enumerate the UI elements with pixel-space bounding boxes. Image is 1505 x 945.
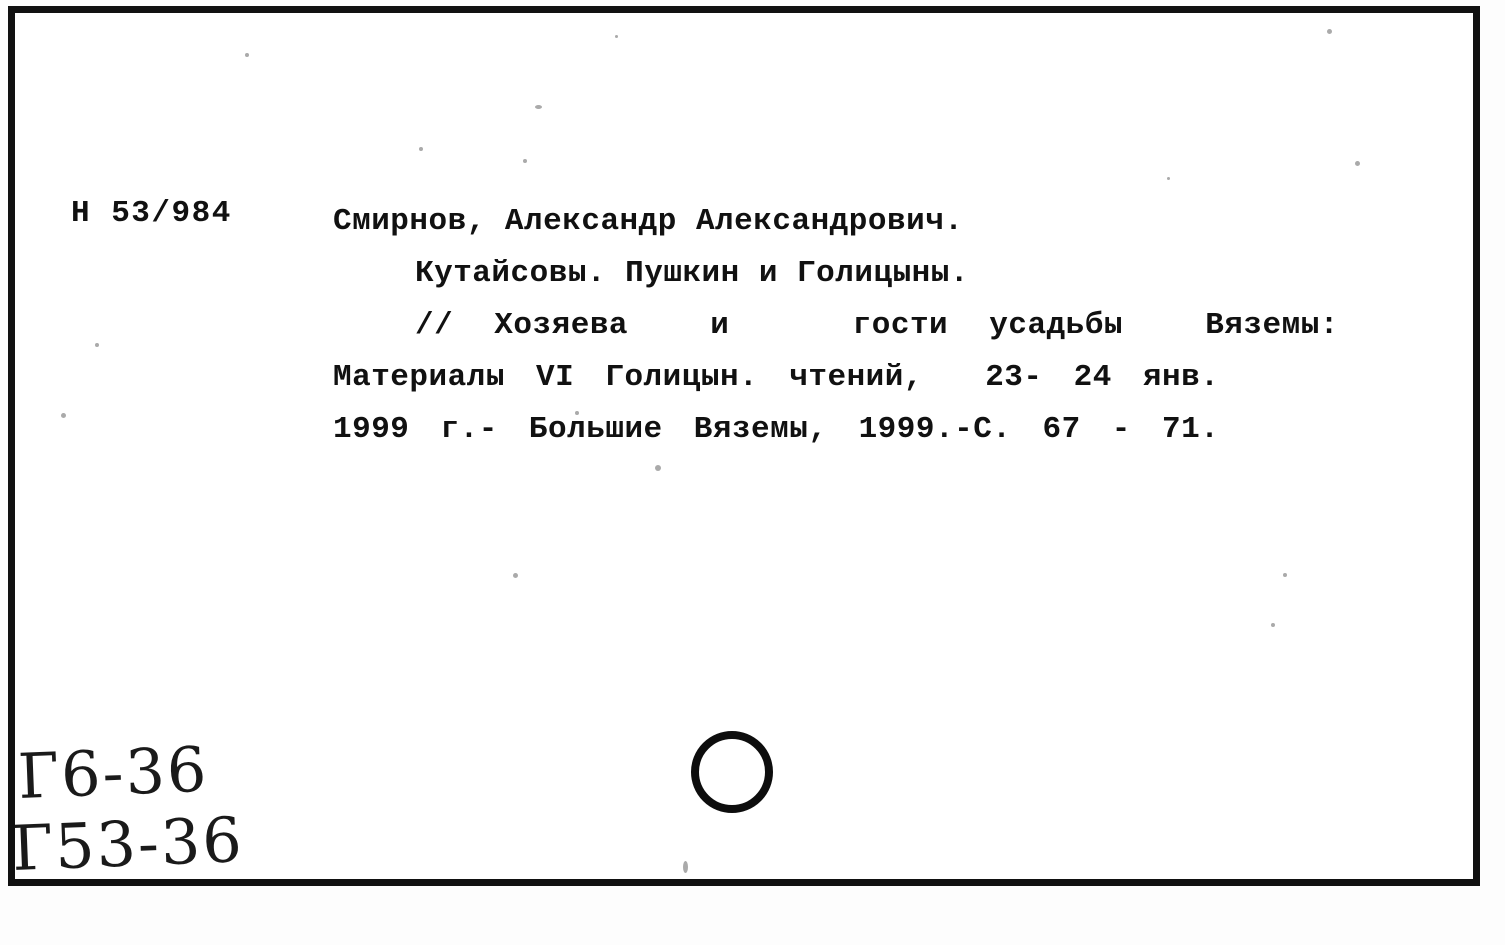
bibliographic-record bbox=[333, 196, 1463, 456]
scan-speck bbox=[1283, 573, 1287, 577]
card-border bbox=[8, 6, 1480, 886]
scan-speck bbox=[1271, 623, 1275, 627]
scan-speck bbox=[655, 465, 661, 471]
scan-speck bbox=[1167, 177, 1170, 180]
scan-speck bbox=[1355, 161, 1360, 166]
punch-hole bbox=[691, 731, 773, 813]
record-line-conference: Материалы VI Голицын. чтений, 23- 24 янв. bbox=[333, 360, 1220, 395]
handwritten-annotation-1: Г6-36 bbox=[16, 732, 210, 813]
record-line-source: // Хозяева и гости усадьбы Вяземы: bbox=[415, 308, 1339, 343]
handwritten-annotation-2: Г53-36 bbox=[10, 803, 246, 885]
scan-speck bbox=[61, 413, 66, 418]
scan-speck bbox=[513, 573, 518, 578]
scan-speck bbox=[615, 35, 618, 38]
scan-speck bbox=[535, 105, 542, 109]
shelfmark-text: Н 53/984 bbox=[71, 196, 232, 231]
record-line-title: Кутайсовы. Пушкин и Голицыны. bbox=[415, 256, 969, 291]
record-line-author: Смирнов, Александр Александрович. bbox=[333, 204, 964, 239]
record-line-imprint: 1999 г.- Большие Вяземы, 1999.-С. 67 - 71. bbox=[333, 412, 1220, 447]
scan-speck bbox=[1327, 29, 1332, 34]
scan-speck bbox=[245, 53, 249, 57]
scan-speck bbox=[419, 147, 423, 151]
scan-speck bbox=[523, 159, 527, 163]
scan-speck bbox=[683, 861, 688, 873]
scan-speck bbox=[95, 343, 99, 347]
